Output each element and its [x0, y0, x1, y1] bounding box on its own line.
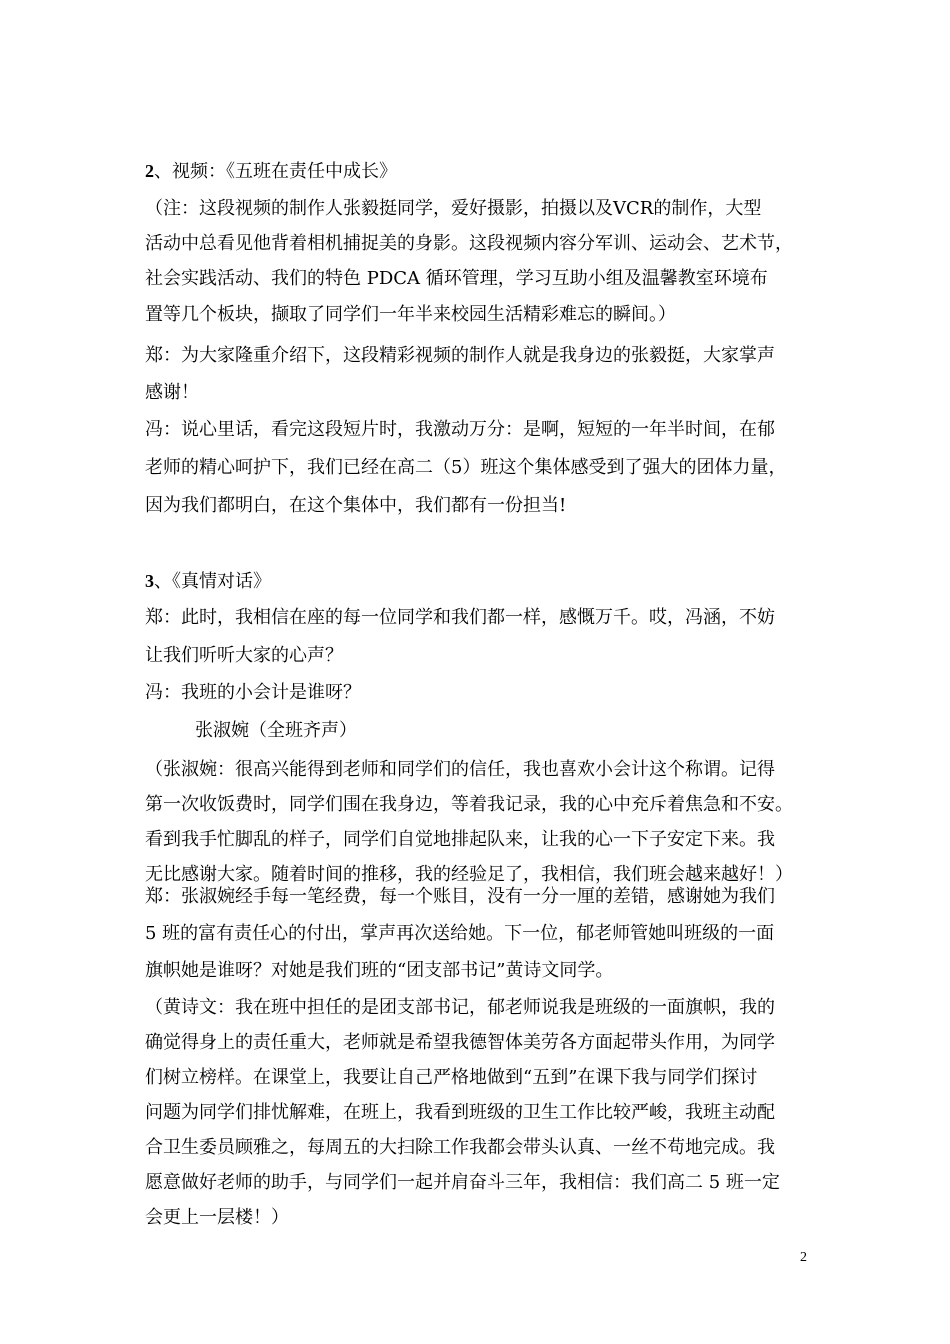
quote-line: 确觉得身上的责任重大，老师就是希望我德智体美劳各方面起带头作用，为同学: [145, 1032, 775, 1053]
dialogue-line: 感谢！: [145, 382, 199, 403]
quote-line: 们树立榜样。在课堂上，我要让自己严格地做到“五到”在课下我与同学们探讨: [145, 1067, 758, 1088]
section-3-number: 3: [145, 571, 154, 591]
section-3-title: 、《真情对话》: [154, 571, 271, 592]
quote-line: 问题为同学们排忧解难，在班上，我看到班级的卫生工作比较严峻，我班主动配: [145, 1102, 775, 1123]
dialogue-line: 郑：此时，我相信在座的每一位同学和我们都一样，感慨万千。哎，冯涵，不妨: [145, 607, 775, 628]
quote-line: 看到我手忙脚乱的样子，同学们自觉地排起队来，让我的心一下子安定下来。我: [145, 829, 775, 850]
dialogue-line: 因为我们都明白，在这个集体中，我们都有一份担当!: [145, 495, 567, 516]
quote-line: 第一次收饭费时，同学们围在我身边，等着我记录，我的心中充斥着焦急和不安。: [145, 794, 793, 815]
note-line: 置等几个板块，撷取了同学们一年半来校园生活精彩难忘的瞬间。）: [145, 304, 676, 325]
section-2-number: 2: [145, 161, 154, 181]
note-line: 活动中总看见他背着相机捕捉美的身影。这段视频内容分军训、运动会、艺术节，: [145, 233, 793, 254]
dialogue-line: 旗帜她是谁呀？对她是我们班的“团支部书记”黄诗文同学。: [145, 960, 614, 981]
dialogue-line: 让我们听听大家的心声？: [145, 645, 343, 666]
dialogue-line: 老师的精心呵护下，我们已经在高二（5）班这个集体感受到了强大的团体力量，: [145, 457, 787, 478]
dialogue-line: 郑：张淑婉经手每一笔经费，每一个账目，没有一分一厘的差错，感谢她为我们: [145, 886, 775, 907]
dialogue-line: 郑：为大家隆重介绍下，这段精彩视频的制作人就是我身边的张毅挺，大家掌声: [145, 345, 775, 366]
quote-line: 愿意做好老师的助手，与同学们一起并肩奋斗三年，我相信：我们高二 5 班一定: [145, 1172, 780, 1193]
note-line: 社会实践活动、我们的特色 PDCA 循环管理，学习互助小组及温馨教室环境布: [145, 268, 768, 289]
dialogue-line: 冯：我班的小会计是谁呀？: [145, 682, 361, 703]
section-2-title: 、视频：《五班在责任中成长》: [154, 161, 397, 182]
page-number: 2: [800, 1250, 807, 1265]
section-2-heading: [145, 160, 397, 183]
quote-line: （黄诗文：我在班中担任的是团支部书记，郁老师说我是班级的一面旗帜，我的: [145, 997, 775, 1018]
quote-line: （张淑婉：很高兴能得到老师和同学们的信任，我也喜欢小会计这个称谓。记得: [145, 759, 775, 780]
section-3-heading: [145, 570, 271, 593]
dialogue-line: 5 班的富有责任心的付出，掌声再次送给她。下一位，郁老师管她叫班级的一面: [145, 923, 775, 944]
quote-line: 无比感谢大家。随着时间的推移，我的经验足了，我相信，我们班会越来越好！）: [145, 864, 793, 885]
answer-line: 张淑婉（全班齐声）: [195, 720, 357, 741]
dialogue-line: 冯：说心里话，看完这段短片时，我激动万分：是啊，短短的一年半时间，在郁: [145, 419, 775, 440]
note-line: （注：这段视频的制作人张毅挺同学，爱好摄影，拍摄以及VCR的制作，大型: [145, 198, 762, 219]
quote-line: 合卫生委员顾雅之，每周五的大扫除工作我都会带头认真、一丝不苟地完成。我: [145, 1137, 775, 1158]
quote-line: 会更上一层楼！）: [145, 1207, 289, 1228]
